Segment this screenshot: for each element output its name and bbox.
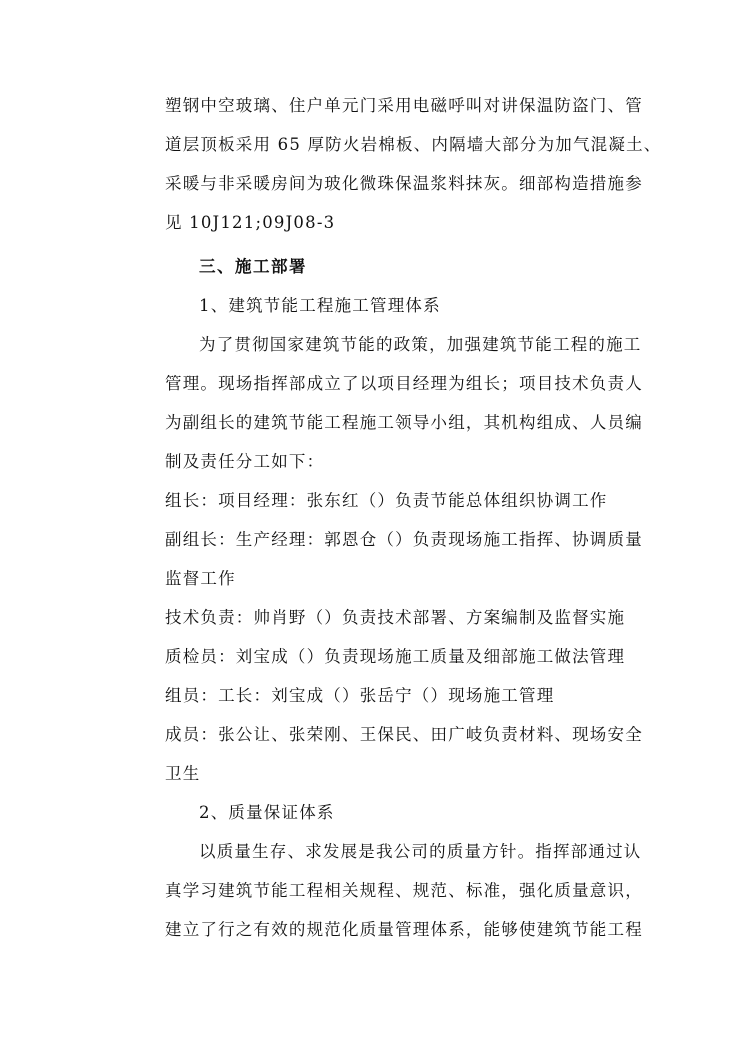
role-quality-inspector: 质检员：刘宝成（）负责现场施工质量及细部施工做法管理: [165, 647, 626, 666]
paragraph-quality-line-3: 建立了行之有效的规范化质量管理体系，能够使建筑节能工程: [165, 920, 643, 939]
subheading-quality-system: 2、质量保证体系: [199, 803, 335, 822]
paragraph-quality-line-1: 以质量生存、求发展是我公司的质量方针。指挥部通过认: [199, 842, 642, 861]
role-deputy-leader-continued: 监督工作: [165, 569, 236, 588]
paragraph-quality-line-2: 真学习建筑节能工程相关规程、规范、标准，强化质量意识，: [165, 881, 643, 900]
role-technical-lead: 技术负责：帅肖野（）负责技术部署、方案编制及监督实施: [165, 608, 626, 627]
section-heading: 三、施工部署: [199, 257, 307, 276]
role-team-members: 组员：工长：刘宝成（）张岳宁（）现场施工管理: [165, 686, 555, 705]
paragraph-management-line-4: 制及责任分工如下：: [165, 452, 325, 471]
role-staff: 成员：张公让、张荣刚、王保民、田广岐负责材料、现场安全: [165, 725, 643, 744]
subheading-management-system: 1、建筑节能工程施工管理体系: [199, 296, 441, 315]
paragraph-management-line-2: 管理。现场指挥部成立了以项目经理为组长；项目技术负责人: [165, 374, 643, 393]
paragraph-management-line-1: 为了贯彻国家建筑节能的政策，加强建筑节能工程的施工: [199, 335, 642, 354]
role-leader: 组长：项目经理：张东红（）负责节能总体组织协调工作: [165, 491, 608, 510]
paragraph-materials-line-1: 塑钢中空玻璃、住户单元门采用电磁呼叫对讲保温防盗门、管: [165, 96, 643, 115]
paragraph-materials-line-3: 采暖与非采暖房间为玻化微珠保温浆料抹灰。细部构造措施参: [165, 174, 643, 193]
role-staff-continued: 卫生: [165, 764, 201, 783]
paragraph-materials-line-4: 见 10J121;09J08-3: [165, 213, 336, 232]
role-deputy-leader: 副组长：生产经理：郭恩仓（）负责现场施工指挥、协调质量: [165, 530, 643, 549]
paragraph-materials-line-2: 道层顶板采用 65 厚防火岩棉板、内隔墙大部分为加气混凝土、: [165, 135, 662, 154]
paragraph-management-line-3: 为副组长的建筑节能工程施工领导小组，其机构组成、人员编: [165, 413, 643, 432]
